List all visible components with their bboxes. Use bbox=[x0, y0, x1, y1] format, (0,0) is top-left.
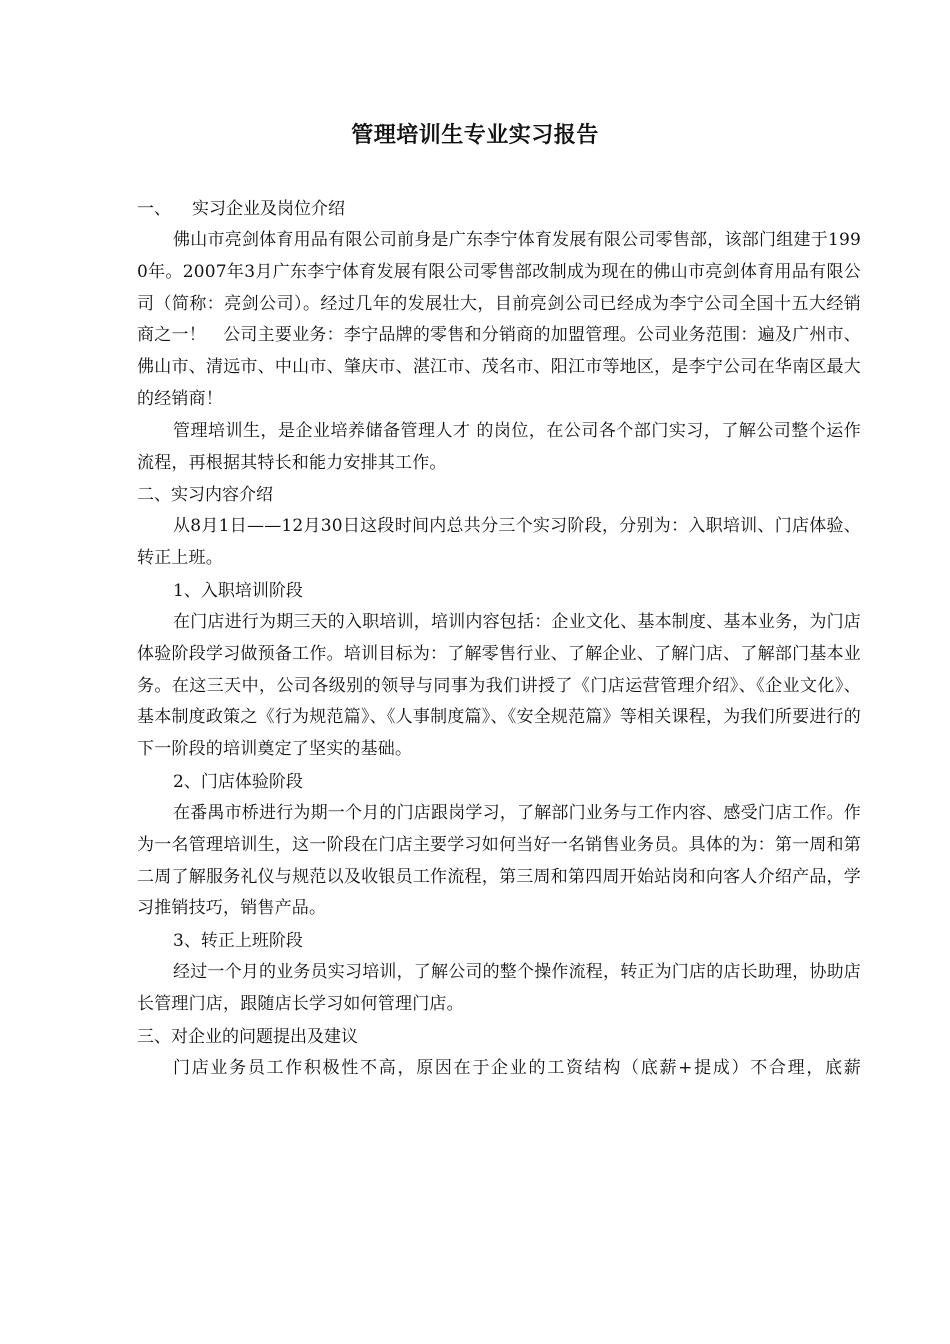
subsection-heading-2: 2、门店体验阶段 bbox=[173, 771, 303, 792]
section-number-1: 一、 bbox=[137, 199, 171, 219]
paragraph: 在门店进行为期三天的入职培训，培训内容包括：企业文化、基本制度、基本业务，为门店体验阶段学习做预备工作。培训目标为：了解零售行业、了解企业、了解门店、了解部门基本业务。在这三天中，公司各级别的领导与同事为我们讲授了《门店运营管理介绍》、《企业文化》、基本制度政策之《行为规范篇》、《人事制度篇》、《安全规范篇》等相关课程，为我们所要进行的下一阶段的培训奠定了坚实的基础。 bbox=[137, 611, 861, 760]
paragraph: 在番禺市桥进行为期一个月的门店跟岗学习，了解部门业务与工作内容、感受门店工作。作为一名管理培训生，这一阶段在门店主要学习如何当好一名销售业务员。具体的为：第一周和第二周了解服务礼仪与规范以及收银员工作流程，第三周和第四周开始站岗和向客人介绍产品，学习推销技巧，销售产品。 bbox=[137, 802, 861, 919]
section-heading-2: 二、实习内容介绍 bbox=[137, 485, 273, 506]
section-heading-3: 三、对企业的问题提出及建议 bbox=[137, 1026, 358, 1047]
section-heading-1 bbox=[137, 193, 861, 225]
paragraph: 佛山市亮剑体育用品有限公司前身是广东李宁体育发展有限公司零售部，该部门组建于1990年。2007年3月广东李宁体育发展有限公司零售部改制成为现在的佛山市亮剑体育用品有限公司（简称：亮剑公司）。经过几年的发展壮大，目前亮剑公司已经成为李宁公司全国十五大经销商之一！ 公司主要业务：李宁品牌的零售和分销商的加盟管理。公司业务范围：遍及广州市、佛山市、清远市、中山市、肇庆市、湛江市、茂名市、阳江市等地区，是李宁公司在华南区最大的经销商！ bbox=[137, 230, 861, 409]
document-title: 管理培训生专业实习报告 bbox=[351, 122, 599, 148]
paragraph: 从8月1日——12月30日这段时间内总共分三个实习阶段，分别为：入职培训、门店体验、转正上班。 bbox=[137, 516, 861, 569]
subsection-heading-1: 1、入职培训阶段 bbox=[173, 580, 303, 601]
paragraph: 管理培训生，是企业培养储备管理人才 的岗位，在公司各个部门实习，了解公司整个运作流程，再根据其特长和能力安排其工作。 bbox=[137, 420, 861, 473]
subsection-heading-3: 3、转正上班阶段 bbox=[173, 931, 303, 952]
document-body bbox=[137, 193, 861, 1085]
paragraph: 门店业务员工作积极性不高，原因在于企业的工资结构（底薪+提成）不合理，底薪 bbox=[173, 1057, 861, 1078]
paragraph: 经过一个月的业务员实习培训，了解公司的整个操作流程，转正为门店的店长助理，协助店长管理门店，跟随店长学习如何管理门店。 bbox=[137, 962, 861, 1014]
section-heading-text-1: 实习企业及岗位介绍 bbox=[192, 199, 345, 219]
